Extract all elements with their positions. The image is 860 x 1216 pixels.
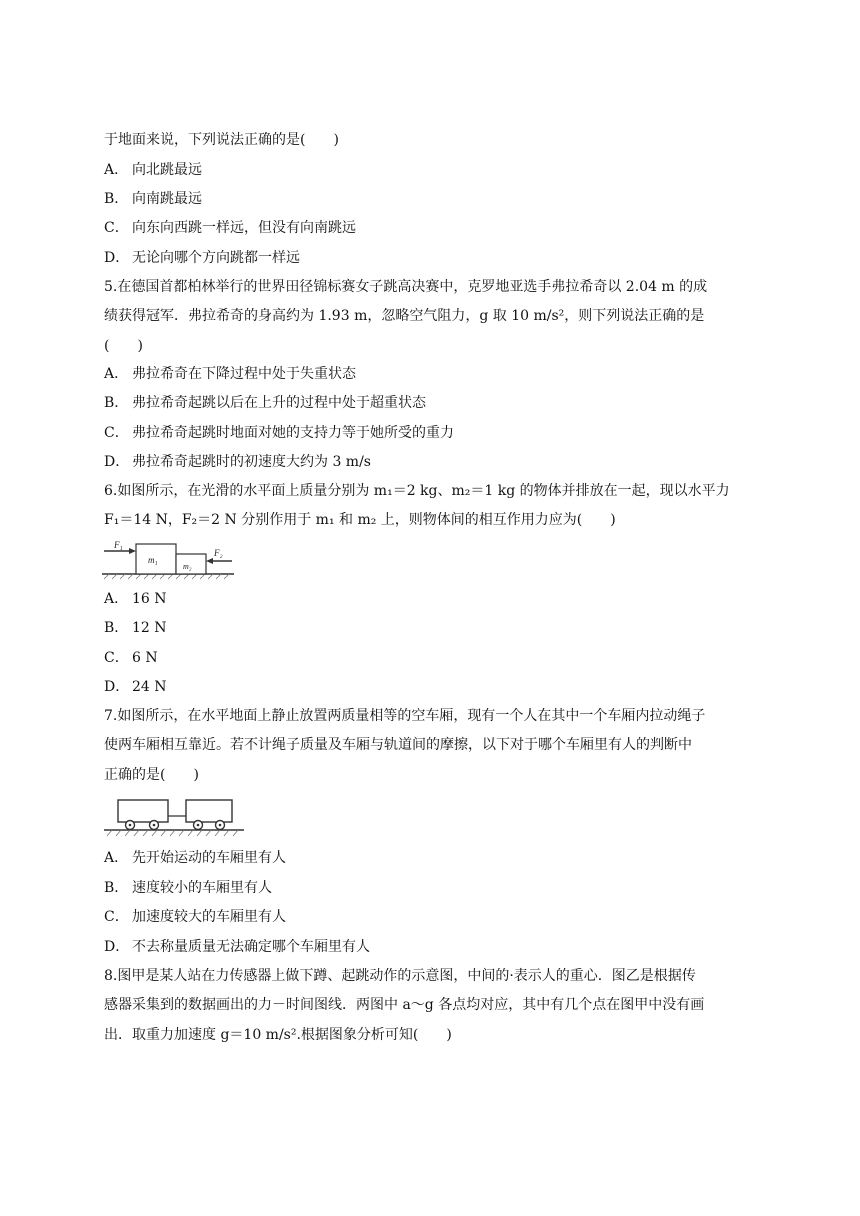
option-text: 12 N [132,620,167,636]
force-f2-arrowhead [206,558,213,564]
q7-stem-line3: 正确的是( ) [104,767,199,783]
option-letter: B． [104,880,129,896]
option-letter: B． [104,395,129,411]
q6-stem-line2: F₁＝14 N，F₂＝2 N 分别作用于 m₁ 和 m₂ 上，则物体间的相互作用力应为( ) [104,512,616,528]
q7-stem-line2: 使两车厢相互靠近。若不计绳子质量及车厢与轨道间的摩擦，以下对于哪个车厢里有人的判断中 [104,737,692,753]
option-letter: C． [104,220,129,236]
option-text: 向东向西跳一样远，但没有向南跳远 [132,220,356,236]
q5-option-d [104,452,371,472]
option-letter: D． [104,250,130,266]
option-letter: C． [104,909,129,925]
option-text: 向北跳最远 [132,162,202,178]
q6-stem-line1: 6.如图所示，在光滑的水平面上质量分别为 m₁＝2 kg、m₂＝1 kg 的物体并排放在一起，现以水平力 [104,483,730,499]
option-text: 先开始运动的车厢里有人 [132,850,286,866]
q5-stem-line2: 绩获得冠军．弗拉希奇的身高约为 1.93 m，忽略空气阻力，g 取 10 m/s²，则下列说法正确的是 [104,308,705,324]
q7-option-b [104,878,272,898]
label-m1: m₁ [148,555,158,565]
q6-option-b [104,618,167,638]
q4-option-a [104,160,202,180]
q4-option-c [104,218,356,238]
option-letter: C． [104,650,129,666]
option-letter: C． [104,425,129,441]
option-text: 16 N [132,591,167,607]
option-text: 加速度较大的车厢里有人 [132,909,286,925]
q7-option-d [104,937,370,957]
option-text: 速度较小的车厢里有人 [132,880,272,896]
q5-option-c [104,423,454,443]
option-text: 弗拉希奇起跳时的初速度大约为 3 m/s [132,454,371,470]
q5-stem-line1: 5.在德国首都柏林举行的世界田径锦标赛女子跳高决赛中，克罗地亚选手弗拉希奇以 2.04 m 的成 [104,279,708,295]
option-text: 弗拉希奇起跳时地面对她的支持力等于她所受的重力 [132,425,454,441]
option-text: 向南跳最远 [132,191,202,207]
option-letter: A． [104,366,129,382]
label-f2: F₂ [214,548,223,558]
carriage-right [186,800,232,822]
q5-option-a [104,364,356,384]
q7-stem-line1: 7.如图所示，在水平地面上静止放置两质量相等的空车厢，现有一个人在其中一个车厢内拉动绳子 [104,708,706,724]
q8-stem-line2: 感器采集到的数据画出的力－时间图线．两图中 a～g 各点均对应，其中有几个点在图甲中没有画 [104,997,705,1013]
label-m2: m₂ [183,562,192,571]
option-text: 无论向哪个方向跳都一样远 [132,250,300,266]
q7-option-a [104,848,286,868]
q8-stem-line1: 8.图甲是某人站在力传感器上做下蹲、起跳动作的示意图，中间的·表示人的重心．图乙是根据传 [104,968,696,984]
option-letter: B． [104,191,129,207]
option-letter: A． [104,162,129,178]
q7-option-c [104,907,286,927]
q4-option-d [104,248,300,268]
option-text: 6 N [132,650,158,666]
option-letter: D． [104,679,130,695]
q6-option-a [104,589,167,609]
q6-option-c [104,648,158,668]
q8-stem-line3: 出．取重力加速度 g＝10 m/s².根据图象分析可知( ) [104,1027,452,1043]
q4-stem-tail: 于地面来说，下列说法正确的是( ) [104,132,339,148]
q5-stem-line3: ( ) [104,338,143,354]
option-text: 24 N [132,679,167,695]
option-text: 不去称量质量无法确定哪个车厢里有人 [132,939,370,955]
option-text: 弗拉希奇在下降过程中处于失重状态 [132,366,356,382]
q6-option-d [104,677,167,697]
q5-option-b [104,393,426,413]
q4-option-b [104,189,202,209]
option-text: 弗拉希奇起跳以后在上升的过程中处于超重状态 [132,395,426,411]
option-letter: A． [104,591,129,607]
option-letter: D． [104,454,130,470]
force-f1-arrowhead [129,548,136,554]
track-hatching [107,830,238,836]
option-letter: D． [104,939,130,955]
two-carriages-figure [104,796,244,838]
label-f1: F₁ [114,540,123,550]
option-letter: A． [104,850,129,866]
option-letter: B． [104,620,129,636]
carriage-left [118,800,168,822]
blocks-force-figure [102,538,234,582]
